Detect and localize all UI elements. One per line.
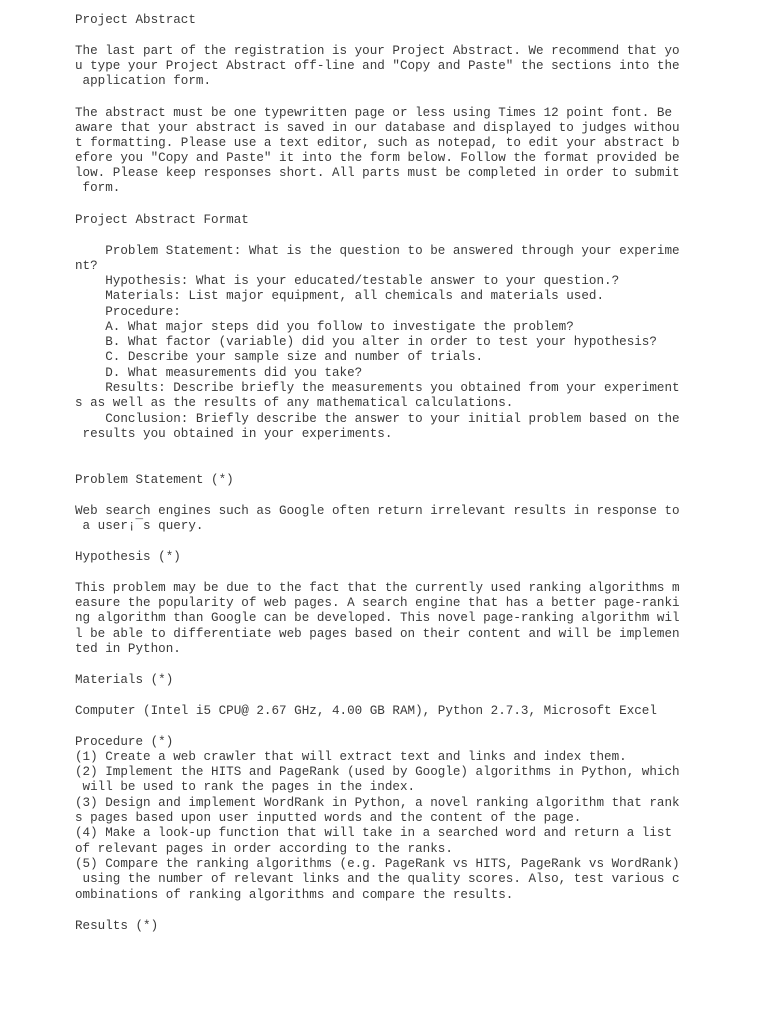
hypothesis-line: ng algorithm than Google can be developed. This novel page-ranking algorithm wil <box>75 611 680 625</box>
hypothesis-line: easure the popularity of web pages. A search engine that has a better page-ranki <box>75 596 680 610</box>
instructions-line: efore you "Copy and Paste" it into the form below. Follow the format provided be <box>75 151 680 165</box>
procedure-line: (4) Make a look-up function that will take in a searched word and return a list <box>75 826 673 840</box>
heading-hypothesis: Hypothesis (*) <box>75 550 181 564</box>
format-line: B. What factor (variable) did you alter in order to test your hypothesis? <box>75 335 657 349</box>
procedure-line: will be used to rank the pages in the index. <box>75 780 416 794</box>
format-line: Hypothesis: What is your educated/testable answer to your question.? <box>75 274 620 288</box>
procedure-line: of relevant pages in order according to the ranks. <box>75 842 453 856</box>
format-line: nt? <box>75 259 98 273</box>
instructions-line: form. <box>75 181 121 195</box>
format-line: Problem Statement: What is the question to be answered through your experime <box>75 244 680 258</box>
materials-line: Computer (Intel i5 CPU@ 2.67 GHz, 4.00 GB RAM), Python 2.7.3, Microsoft Excel <box>75 704 657 718</box>
format-line: C. Describe your sample size and number of trials. <box>75 350 484 364</box>
heading-materials: Materials (*) <box>75 673 174 687</box>
hypothesis-line: This problem may be due to the fact that the currently used ranking algorithms m <box>75 581 680 595</box>
format-line: D. What measurements did you take? <box>75 366 363 380</box>
problem-statement-line: Web search engines such as Google often return irrelevant results in response to <box>75 504 680 518</box>
format-line: results you obtained in your experiments. <box>75 427 393 441</box>
procedure-line: ombinations of ranking algorithms and compare the results. <box>75 888 514 902</box>
instructions-line: aware that your abstract is saved in our database and displayed to judges withou <box>75 121 680 135</box>
format-line: Conclusion: Briefly describe the answer to your initial problem based on the <box>75 412 680 426</box>
hypothesis-line: ted in Python. <box>75 642 181 656</box>
instructions-line: t formatting. Please use a text editor, such as notepad, to edit your abstract b <box>75 136 680 150</box>
intro-line: application form. <box>75 74 212 88</box>
instructions-line: The abstract must be one typewritten page or less using Times 12 point font. Be <box>75 106 673 120</box>
procedure-line: using the number of relevant links and the quality scores. Also, test various c <box>75 872 680 886</box>
format-line: Procedure: <box>75 305 181 319</box>
procedure-line: (5) Compare the ranking algorithms (e.g. PageRank vs HITS, PageRank vs WordRank) <box>75 857 680 871</box>
intro-line: The last part of the registration is your Project Abstract. We recommend that yo <box>75 44 680 58</box>
heading-procedure: Procedure (*) <box>75 735 174 749</box>
intro-line: u type your Project Abstract off-line and "Copy and Paste" the sections into the <box>75 59 680 73</box>
heading-project-abstract: Project Abstract <box>75 13 196 27</box>
problem-statement-line: a user¡¯s query. <box>75 519 204 533</box>
procedure-line: (3) Design and implement WordRank in Python, a novel ranking algorithm that rank <box>75 796 680 810</box>
hypothesis-line: l be able to differentiate web pages based on their content and will be implemen <box>75 627 680 641</box>
heading-format: Project Abstract Format <box>75 213 249 227</box>
format-line: s as well as the results of any mathematical calculations. <box>75 396 514 410</box>
procedure-line: (1) Create a web crawler that will extract text and links and index them. <box>75 750 627 764</box>
heading-problem-statement: Problem Statement (*) <box>75 473 234 487</box>
instructions-line: low. Please keep responses short. All parts must be completed in order to submit <box>75 166 680 180</box>
format-line: A. What major steps did you follow to investigate the problem? <box>75 320 574 334</box>
procedure-line: (2) Implement the HITS and PageRank (used by Google) algorithms in Python, which <box>75 765 680 779</box>
heading-results: Results (*) <box>75 919 159 933</box>
format-line: Materials: List major equipment, all chemicals and materials used. <box>75 289 605 303</box>
format-line: Results: Describe briefly the measurements you obtained from your experiment <box>75 381 680 395</box>
procedure-line: s pages based upon user inputted words and the content of the page. <box>75 811 582 825</box>
